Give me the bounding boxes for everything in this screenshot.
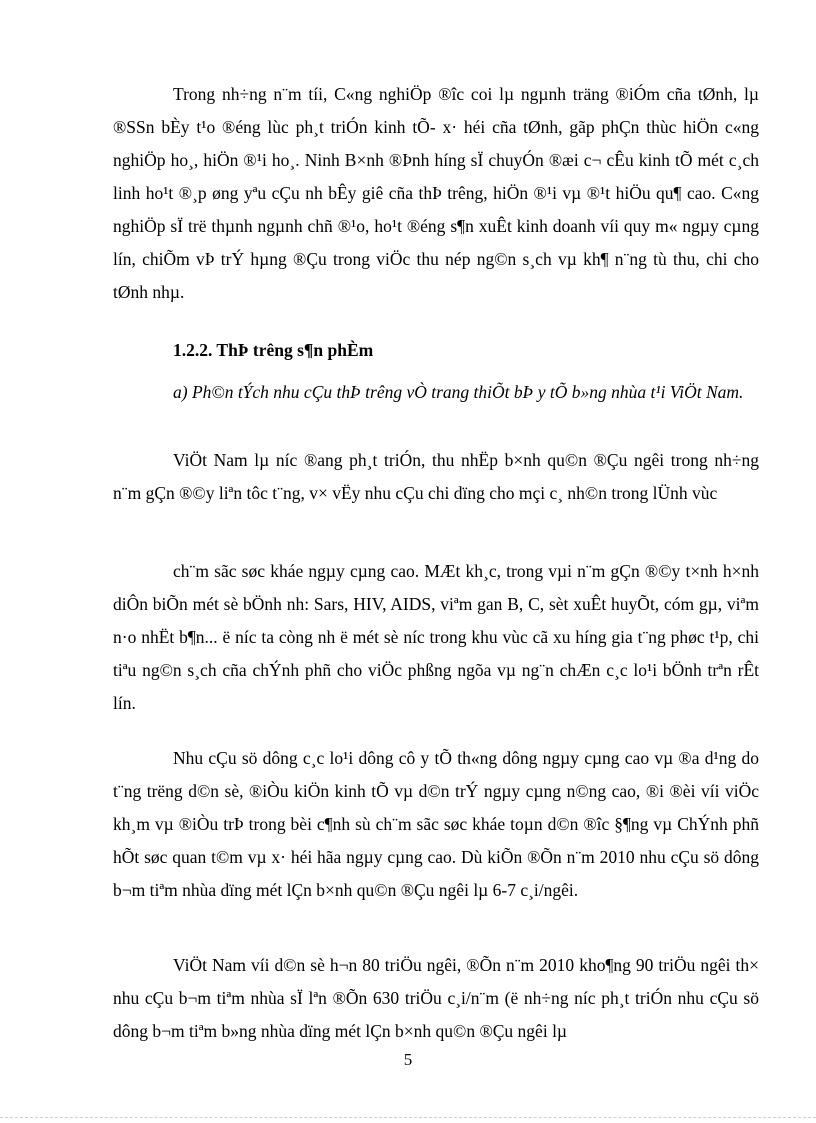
page-number: 5 [403,1050,413,1069]
paragraph-medical-tools-demand: Nhu cÇu sö dông c¸c lo¹i dông cô y tÕ th«ng dông ngµy cµng cao vµ ®a d¹ng do t¨ng trëng d©n sè, ®iÒu kiÖn kinh tÕ vµ d©n trÝ ngµy cµng n©ng cao, ®i ®èi víi viÖc kh¸m vµ ®iÒu trÞ trong bèi c¶nh sù ch¨m sãc søc kháe toµn d©n ®îc §¶ng vµ ChÝnh phñ hÕt søc quan t©m vµ x· héi hãa ngµy cµng cao. Dù kiÕn ®Õn n¨m 2010 nhu cÇu sö dông b¬m tiªm nhùa dïng mét lÇn b×nh qu©n ®Çu ngêi lµ 6-7 c¸i/ngêi. [113,748,759,900]
sub-heading: a) Ph©n tÝch nhu cÇu thÞ trêng vÒ trang thiÕt bÞ y tÕ b»ng nhùa t¹i ViÖt Nam. [173,382,744,402]
paragraph-industry-outlook: Trong nh÷ng n¨m tíi, C«ng nghiÖp ®îc coi lµ ngµnh träng ®iÓm cña tØnh, lµ ®SSn bÈy t¹o ®éng lùc ph¸t triÓn kinh tÕ- x· héi cña tØnh, gãp phÇn thùc hiÖn c«ng nghiÖp ho¸, hiÖn ®¹i ho¸. Ninh B×nh ®Þnh híng sÏ chuyÓn ®æi c¬ cÊu kinh tÕ mét c¸ch linh ho¹t ®¸p øng yªu cÇu nh bÊy giê cña thÞ trêng, hiÖn ®¹i vµ ®¹t hiÖu qu¶ cao. C«ng nghiÖp sÏ trë thµnh ngµnh chñ ®¹o, ho¹t ®éng s¶n xuÊt kinh doanh víi quy m« ngµy cµng lín, chiÕm vÞ trÝ hµng ®Çu trong viÖc thu nép ng©n s¸ch vµ kh¶ n¨ng tù thu, chi cho tØnh nhµ. [113,84,759,302]
section-heading: 1.2.2. ThÞ trêng s¶n phÈm [173,340,374,360]
page-bottom-divider [0,1117,816,1118]
paragraph-vietnam-income: ViÖt Nam lµ níc ®ang ph¸t triÓn, thu nhËp b×nh qu©n ®Çu ngêi trong nh÷ng n¨m gÇn ®©y liªn tôc t¨ng, v× vËy nhu cÇu chi dïng cho mçi c¸ nh©n trong lÜnh vùc [113,450,759,503]
paragraph-health-care: ch¨m sãc søc kháe ngµy cµng cao. MÆt kh¸c, trong vµi n¨m gÇn ®©y t×nh h×nh diÔn biÕn mét sè bÖnh nh: Sars, HIV, AIDS, viªm gan B, C, sèt xuÊt huyÕt, cóm gµ, viªm n·o nhËt b¶n... ë níc ta còng nh ë mét sè níc trong khu vùc cã xu híng gia t¨ng phøc t¹p, chi tiªu ng©n s¸ch cña chÝnh phñ cho viÖc phßng ngõa vµ ng¨n chÆn c¸c lo¹i bÖnh trªn rÊt lín. [113,561,759,713]
paragraph-population-demand: ViÖt Nam víi d©n sè h¬n 80 triÖu ngêi, ®Õn n¨m 2010 kho¶ng 90 triÖu ngêi th× nhu cÇu b¬m tiªm nhùa sÏ lªn ®Õn 630 triÖu c¸i/n¨m (ë nh÷ng níc ph¸t triÓn nhu cÇu sö dông b¬m tiªm b»ng nhùa dïng mét lÇn b×nh qu©n ®Çu ngêi lµ [113,955,759,1041]
